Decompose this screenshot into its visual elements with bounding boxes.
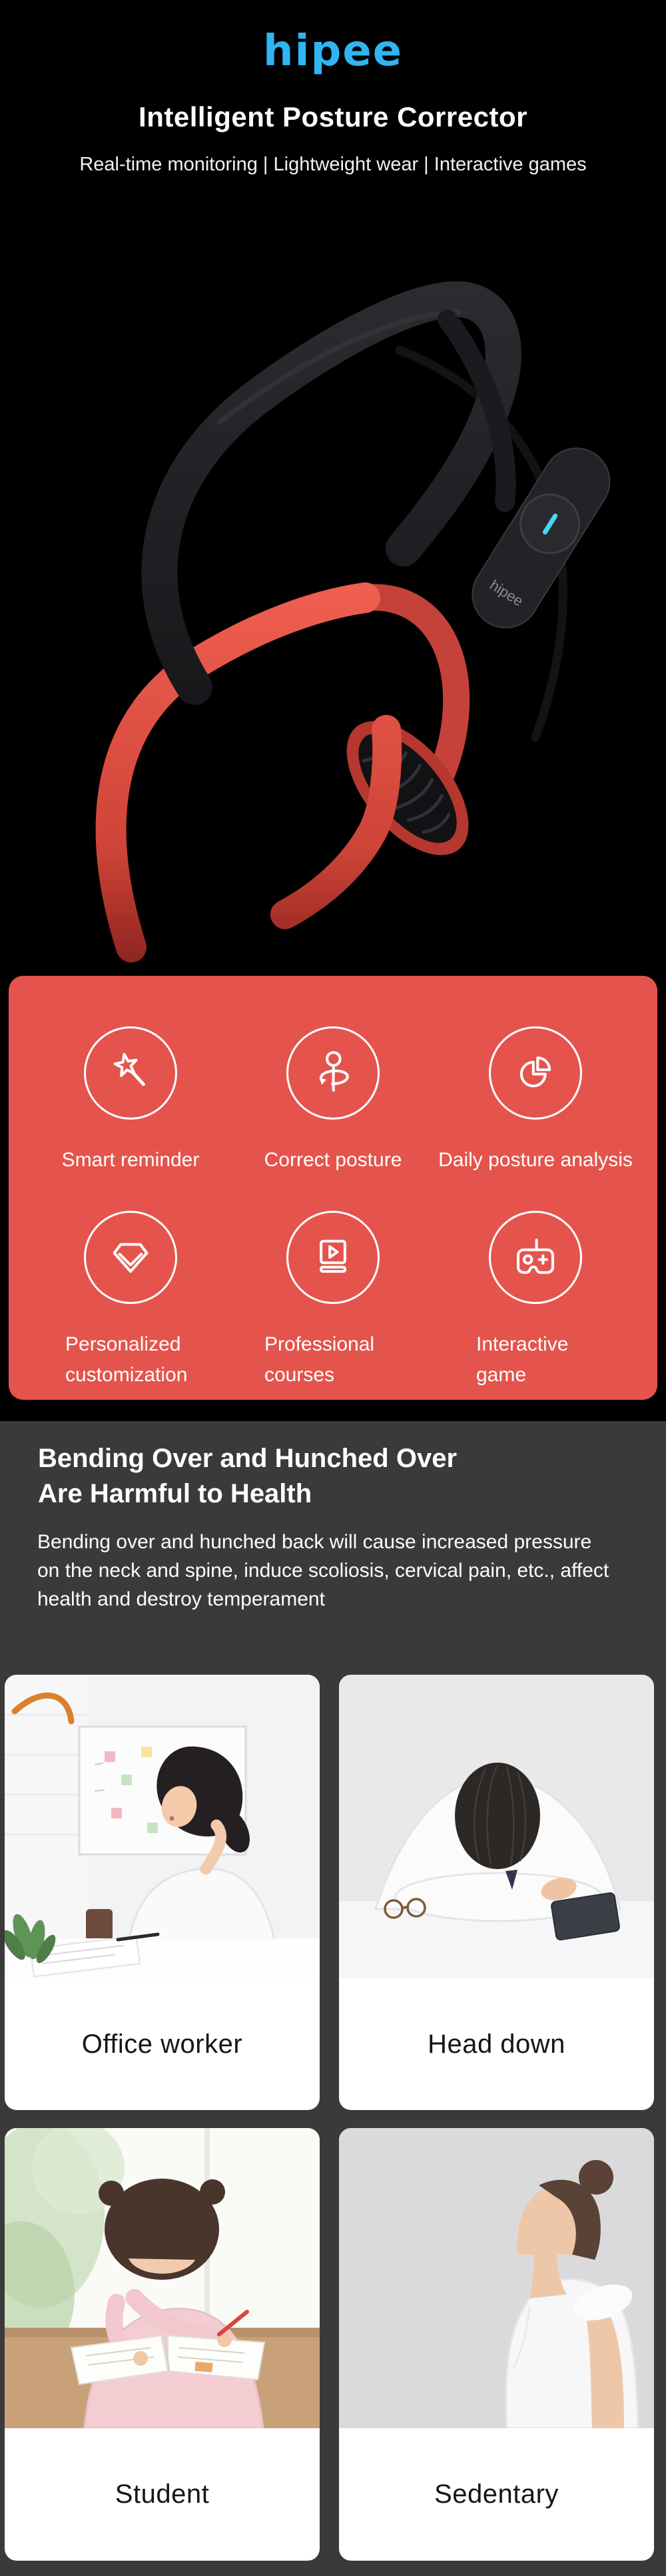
scenario-card-student xyxy=(5,2128,320,2561)
scenario-card-office-worker xyxy=(5,1675,320,2110)
magic-wand-icon xyxy=(105,1047,157,1099)
scenario-label: Office worker xyxy=(81,2029,243,2059)
feature-label: Personalized customization xyxy=(65,1333,188,1386)
student-photo xyxy=(5,2128,320,2428)
warning-heading: Bending Over and Hunched Over Are Harmful to Health xyxy=(38,1444,458,1508)
feature-label: Daily posture analysis xyxy=(438,1149,633,1171)
office-worker-photo xyxy=(5,1675,320,1978)
feature-smart-reminder xyxy=(31,1026,230,1176)
feature-correct-posture xyxy=(233,1026,433,1176)
brand-logo: hipee xyxy=(262,27,404,76)
product-photo xyxy=(0,189,666,976)
gamepad-icon xyxy=(509,1231,561,1283)
head-down-photo xyxy=(339,1675,654,1978)
posture-person-icon xyxy=(307,1047,359,1099)
scenario-label: Sedentary xyxy=(434,2479,559,2509)
pod-brand-label: hipee xyxy=(487,576,527,610)
scenario-card-sedentary xyxy=(339,2128,654,2561)
features-panel xyxy=(9,976,657,1400)
feature-label: Smart reminder xyxy=(61,1149,200,1171)
feature-professional-courses xyxy=(233,1211,433,1391)
gem-icon xyxy=(105,1231,157,1283)
sedentary-photo xyxy=(339,2128,654,2428)
scenario-label: Head down xyxy=(428,2029,565,2059)
scenario-card-head-down xyxy=(339,1675,654,2110)
pie-chart-icon xyxy=(509,1047,561,1099)
feature-label: Professional courses xyxy=(264,1333,375,1386)
feature-label: Correct posture xyxy=(264,1149,402,1171)
feature-interactive-game xyxy=(436,1211,635,1391)
feature-personalized-customization xyxy=(31,1211,230,1391)
warning-body: Bending over and hunched back will cause increased pressure on the neck and spine, induce scoliosis, cervical pain, etc., affect health and destroy temperament xyxy=(37,1531,609,1610)
page-title: Intelligent Posture Corrector xyxy=(139,101,527,132)
video-course-icon xyxy=(307,1231,359,1283)
feature-daily-posture-analysis xyxy=(436,1026,635,1176)
feature-label: Interactive game xyxy=(476,1333,569,1386)
scenario-label: Student xyxy=(115,2479,210,2509)
page-subtitle: Real-time monitoring | Lightweight wear | Interactive games xyxy=(79,154,587,175)
